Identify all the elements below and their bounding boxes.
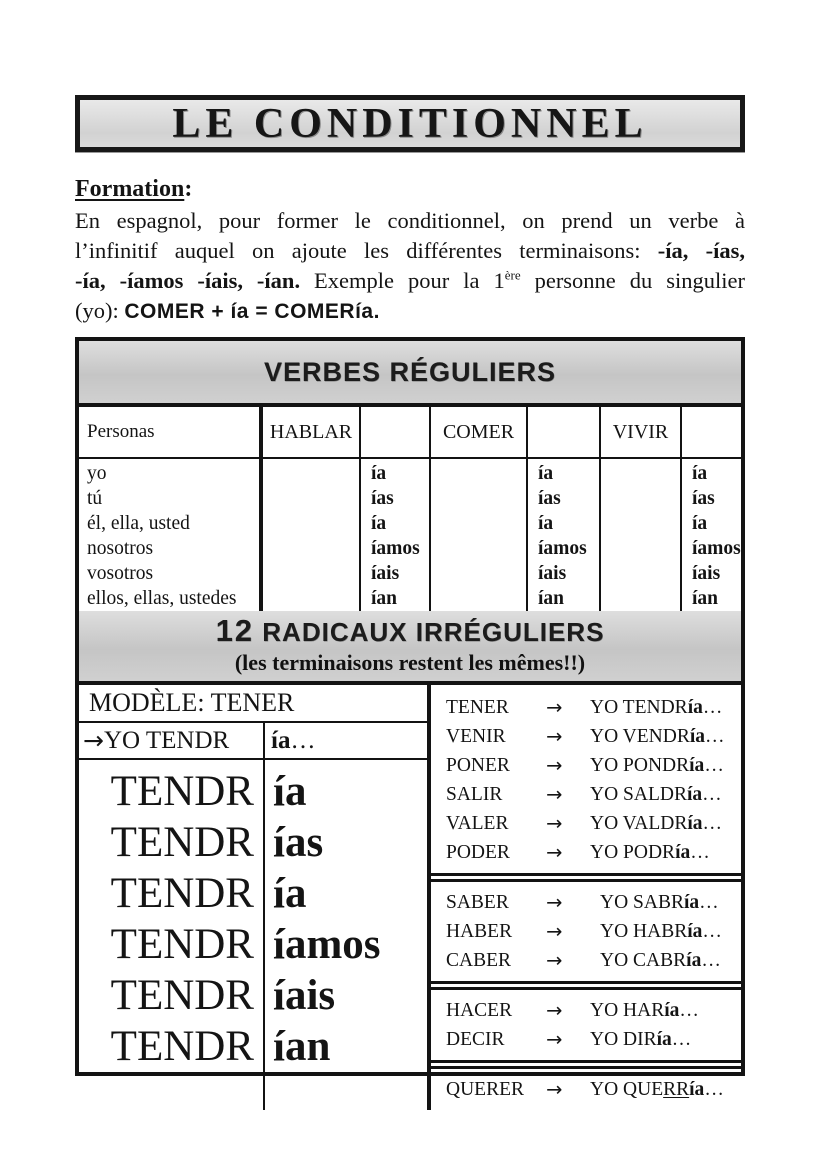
result-prefix: YO TENDR: [590, 697, 688, 718]
result-ending-bold: ía: [686, 784, 703, 805]
verb-name: PONER: [446, 755, 510, 776]
verb-result: [600, 888, 741, 917]
irregular-group-1: [431, 685, 741, 876]
ending: ía: [538, 513, 554, 534]
person-label: nosotros: [87, 538, 154, 559]
ending: ía: [692, 463, 708, 484]
model-ending: íamos: [273, 921, 381, 968]
verb-row: [431, 809, 741, 838]
result-prefix: YO CABR: [600, 950, 687, 971]
model-stem: TENDR: [110, 1023, 254, 1070]
ending: ían: [538, 588, 565, 609]
model-ending: ían: [273, 1023, 331, 1070]
arrow-right-icon: →: [546, 696, 563, 719]
result-ending-bold: ía: [656, 1029, 672, 1050]
paragraph-line: [75, 236, 745, 266]
person-label: yo: [87, 463, 107, 484]
vivir-endings-cell: [682, 459, 741, 611]
arrow-right-icon: →: [546, 783, 563, 806]
verb-name: CABER: [446, 950, 512, 971]
model-ending: ías: [273, 819, 324, 866]
verb-row: [431, 838, 741, 867]
result-dots: …: [704, 1079, 724, 1100]
irregular-section: [79, 685, 741, 1101]
ending: ías: [692, 488, 715, 509]
verb-result: [590, 693, 741, 722]
header-cell-comer: COMER: [431, 407, 528, 459]
comer-stem-cell: [431, 459, 528, 611]
result-ending-bold: ía: [687, 697, 703, 718]
ending: íamos: [371, 538, 420, 559]
verb-result: [590, 722, 741, 751]
model-example-row: [79, 723, 427, 760]
page-content: [75, 0, 746, 1101]
irregular-verbs-banner: [79, 611, 741, 685]
vivir-stem-cell: [601, 459, 682, 611]
header-cell-personas: Personas: [79, 407, 263, 459]
verb-result: [600, 917, 741, 946]
person-label: él, ella, usted: [87, 513, 190, 534]
result-dots: …: [671, 1029, 692, 1050]
model-example-ending: [263, 723, 427, 758]
text-segment: l’infinitif auquel on ajoute les différentes terminaisons:: [75, 238, 658, 263]
result-prefix: YO QUE: [590, 1079, 664, 1100]
paragraph-line: [75, 266, 745, 296]
ending: íais: [538, 563, 567, 584]
verb-result: [600, 946, 741, 975]
conjugation-table: [75, 337, 745, 1101]
verb-row: [431, 751, 741, 780]
model-stem: TENDR: [110, 768, 254, 815]
verb-name: SABER: [446, 892, 509, 913]
result-dots: …: [702, 697, 723, 718]
model-ending: ía: [273, 870, 307, 917]
page-title: LE CONDITIONNEL: [172, 100, 648, 147]
verb-row: [431, 693, 741, 722]
verb-result: [590, 1025, 741, 1054]
model-stem-column: [79, 760, 263, 1110]
result-dots: …: [702, 813, 723, 834]
verb-name: VALER: [446, 813, 509, 834]
ending: íamos: [692, 538, 741, 559]
verb-row: [431, 888, 741, 917]
verb-row: [431, 917, 741, 946]
arrow-right-icon: →: [546, 891, 563, 914]
result-prefix: YO PONDR: [590, 755, 690, 776]
result-dots: …: [702, 921, 722, 942]
model-stem: TENDR: [110, 870, 254, 917]
result-underlined: RR: [663, 1079, 690, 1100]
regular-verbs-grid: [79, 407, 741, 611]
model-ending-bold: ía: [271, 726, 291, 754]
paragraph-line: [75, 296, 745, 327]
verb-result: [590, 780, 741, 809]
irregular-group-3: [431, 987, 741, 1063]
regular-verbs-heading: VERBES RÉGULIERS: [263, 356, 557, 387]
ending: ía: [371, 463, 387, 484]
ending: ía: [371, 513, 387, 534]
text-segment: En espagnol, pour former le conditionnel, on prend un verbe à: [75, 208, 745, 233]
verb-name: PODER: [446, 842, 510, 863]
result-ending-bold: ía: [664, 1000, 680, 1021]
formation-section: [75, 176, 745, 327]
result-dots: …: [699, 892, 719, 913]
result-ending-bold: ía: [689, 1079, 705, 1100]
verb-row: [431, 996, 741, 1025]
model-example-label: YO TENDR: [103, 726, 230, 754]
result-dots: …: [705, 726, 725, 747]
model-conjugation-area: [79, 760, 427, 1110]
result-ending-bold: ía: [675, 842, 691, 863]
model-ending: ía: [273, 768, 307, 815]
model-stem: TENDR: [110, 972, 254, 1019]
verb-row: [431, 946, 741, 975]
ending: íais: [692, 563, 721, 584]
formation-heading: [75, 176, 745, 203]
person-label: ellos, ellas, ustedes: [87, 588, 237, 609]
ending: íais: [371, 563, 400, 584]
ending: ían: [371, 588, 398, 609]
ending: íamos: [538, 538, 587, 559]
arrow-right-icon: →: [83, 726, 104, 755]
arrow-right-icon: →: [546, 725, 563, 748]
title-box: [75, 95, 745, 152]
arrow-right-icon: →: [546, 841, 563, 864]
verb-result: [590, 996, 741, 1025]
model-ending: íais: [273, 972, 336, 1019]
ending: ías: [371, 488, 394, 509]
result-prefix: YO VENDR: [590, 726, 690, 747]
header-cell-empty: [361, 407, 431, 459]
header-cell-empty: [682, 407, 741, 459]
result-dots: …: [701, 950, 721, 971]
verb-name: HABER: [446, 921, 513, 942]
result-ending-bold: ía: [686, 950, 702, 971]
arrow-right-icon: →: [546, 949, 563, 972]
result-prefix: YO PODR: [590, 842, 676, 863]
ending: ía: [692, 513, 708, 534]
formation-heading-colon: :: [184, 176, 193, 202]
verb-row: [431, 780, 741, 809]
formation-paragraph: [75, 206, 745, 327]
text-segment-bold: -ía, -íamos -íais, -ían.: [75, 268, 301, 293]
arrow-right-icon: →: [546, 920, 563, 943]
text-segment: personne du singulier: [520, 268, 746, 293]
result-ending-bold: ía: [689, 726, 706, 747]
verb-name: TENER: [446, 697, 509, 718]
result-prefix: YO SALDR: [590, 784, 687, 805]
irregular-group-4: [431, 1066, 741, 1110]
arrow-right-icon: →: [546, 1028, 563, 1051]
irregular-banner-heading: [79, 614, 741, 649]
model-example-stem: [79, 723, 263, 758]
irregular-group-2: [431, 879, 741, 984]
verb-row: [431, 1075, 741, 1104]
header-cell-empty: [528, 407, 601, 459]
irregular-heading-text: RADICAUX IRRÉGULIERS: [262, 617, 605, 647]
result-ending-bold: ía: [683, 892, 700, 913]
model-column: [79, 685, 431, 1110]
verb-result: [590, 751, 741, 780]
result-dots: …: [690, 842, 710, 863]
formation-heading-word: Formation: [75, 176, 185, 202]
result-ending-bold: ía: [689, 755, 705, 776]
ending: ías: [538, 488, 561, 509]
result-prefix: YO HABR: [600, 921, 688, 942]
hablar-stem-cell: [263, 459, 361, 611]
header-cell-hablar: HABLAR: [263, 407, 361, 459]
arrow-right-icon: →: [546, 999, 563, 1022]
text-segment-sans-bold: COMER + ía = COMERía.: [124, 300, 380, 323]
model-endings-column: [263, 760, 427, 1110]
comer-endings-cell: [528, 459, 601, 611]
text-segment: (yo):: [75, 298, 125, 323]
paragraph-line: [75, 206, 745, 236]
persons-cell: [79, 459, 263, 611]
regular-verbs-banner: [79, 341, 741, 407]
text-segment-bold: -ía, -ías,: [657, 238, 745, 263]
arrow-right-icon: →: [546, 812, 563, 835]
verb-name: VENIR: [446, 726, 506, 747]
irregular-count: 12: [215, 613, 255, 648]
hablar-endings-cell: [361, 459, 431, 611]
result-prefix: YO VALDR: [590, 813, 688, 834]
result-ending-bold: ía: [687, 921, 703, 942]
result-prefix: YO DIR: [590, 1029, 657, 1050]
model-stem: TENDR: [110, 819, 254, 866]
irregular-banner-subheading: (les terminaisons restent les mêmes!!): [234, 650, 586, 675]
verb-result: [590, 1075, 741, 1104]
result-dots: …: [679, 1000, 699, 1021]
model-title: MODÈLE: TENER: [79, 685, 427, 723]
model-stem: TENDR: [110, 921, 254, 968]
arrow-right-icon: →: [546, 754, 563, 777]
verb-result: [590, 838, 741, 867]
verb-name: QUERER: [446, 1079, 524, 1100]
text-segment: Exemple pour la 1: [300, 268, 505, 293]
person-label: tú: [87, 488, 103, 509]
verb-name: HACER: [446, 1000, 513, 1021]
verb-result: [590, 809, 741, 838]
result-dots: …: [704, 755, 724, 776]
irregular-verbs-column: [431, 685, 741, 1110]
superscript-segment: ère: [504, 267, 521, 283]
verb-row: [431, 722, 741, 751]
verb-name: DECIR: [446, 1029, 505, 1050]
arrow-right-icon: →: [546, 1078, 563, 1101]
result-prefix: YO HAR: [590, 1000, 665, 1021]
header-cell-vivir: VIVIR: [601, 407, 682, 459]
model-ending-dots: …: [290, 726, 316, 754]
result-ending-bold: ía: [687, 813, 703, 834]
person-label: vosotros: [87, 563, 154, 584]
verb-row: [431, 1025, 741, 1054]
result-prefix: YO SABR: [600, 892, 684, 913]
ending: ía: [538, 463, 554, 484]
verb-name: SALIR: [446, 784, 503, 805]
ending: ían: [692, 588, 719, 609]
result-dots: …: [702, 784, 722, 805]
